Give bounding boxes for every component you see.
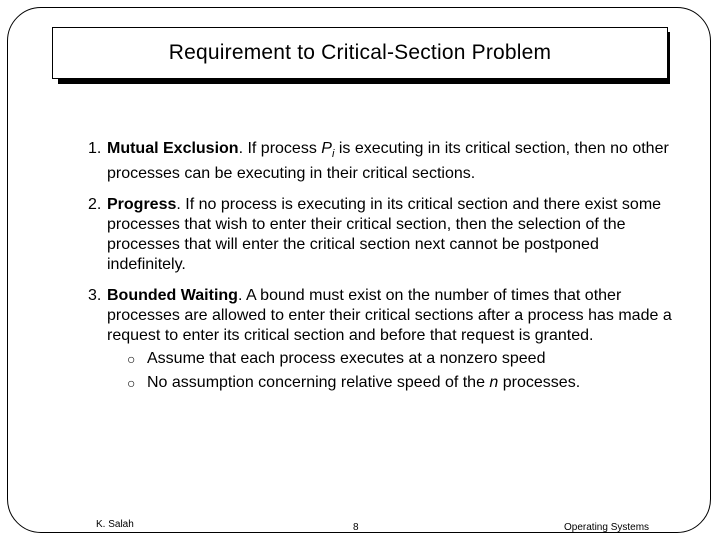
slide-content (88, 139, 678, 395)
requirement-term: Progress (107, 196, 177, 214)
n-variable: n (489, 374, 499, 392)
requirement-text: is executing in its critical section, then no other processes can be executing in their critical sections. (107, 140, 669, 183)
requirement-number: 3. (88, 287, 102, 305)
circle-bullet-icon: ○ (127, 375, 136, 392)
footer-author: K. Salah (96, 519, 134, 530)
bullet-text: processes. (498, 374, 581, 392)
process-subscript: i (331, 148, 335, 161)
title-box (52, 27, 668, 79)
requirement-2 (88, 195, 678, 275)
requirement-term: Bounded Waiting (107, 287, 238, 305)
requirement-term: Mutual Exclusion (107, 140, 239, 157)
requirement-text: . If no process is executing in its critical section and there exist some processes that wish to enter their critical section, then the selection of the processes that will enter the critical section next cannot be postponed indefinitely. (107, 196, 662, 274)
circle-bullet-icon: ○ (127, 351, 136, 368)
sub-bullet-2 (127, 371, 678, 395)
slide-title: Requirement to Critical-Section Problem (168, 41, 552, 64)
requirement-1 (88, 139, 678, 184)
bullet-text: Assume that each process executes at a nonzero speed (147, 350, 546, 368)
requirement-number: 1. (88, 140, 102, 157)
process-variable: P (321, 140, 332, 157)
footer-page-number: 8 (353, 522, 359, 533)
bullet-text: No assumption concerning relative speed of the (147, 374, 490, 392)
requirement-text: . If process (238, 140, 322, 157)
requirement-text: . A bound must exist on the number of times that other processes are allowed to enter their critical sections after a process has made a request to enter its critical section and before that request is granted. (107, 287, 672, 345)
requirement-number: 2. (88, 196, 102, 214)
footer-course: Operating Systems (564, 522, 650, 533)
sub-bullets (88, 347, 678, 395)
sub-bullet-1 (127, 347, 678, 371)
requirement-3 (88, 286, 678, 346)
